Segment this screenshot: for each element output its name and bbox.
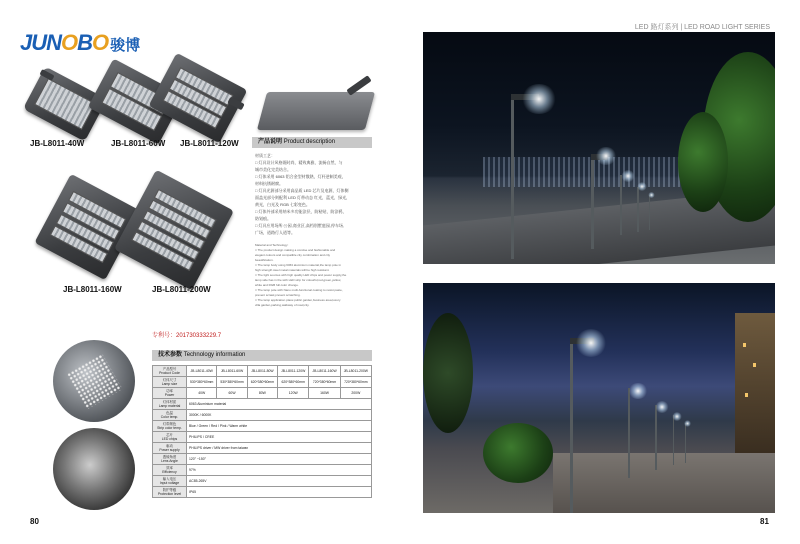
description-en: Material and Technology: □ The product design making a concise and fashionable and elegant colours and compatible city combination and city beautification. □ The lamp body using 6063 aluminium material,the lamp pole in high strength steel metal materials will be high resistant. □ The light sources with high quality LED chips and power supply,the lamp side has in the with LED strip for colourful,red,green,yellow, white and RGB full color change. □ The lamp pole with Nano multi-functional coating to resist paste, prevent scrawl,prevent scratching. □ The lamp application place:public garden,business area,luxury villa garden,parking,walkway of road,city. — [255, 243, 347, 307]
spec-row-header: 芯片 LED chips — [153, 432, 187, 443]
spec-cell: JB-L8011-80W — [247, 366, 277, 377]
spec-cell: JB-L8011-200W — [340, 366, 371, 377]
spec-cell: 120W — [278, 388, 309, 399]
spec-row — [153, 421, 372, 432]
right-page — [400, 0, 800, 544]
spec-row-header: 防护等级 Protection level — [153, 487, 187, 498]
model-label-120w: JB-L8011-120W — [180, 139, 239, 148]
spec-cell: Blue / Green / Red / Pink / Warm white — [187, 421, 372, 432]
spec-row — [153, 399, 372, 410]
spec-row — [153, 487, 372, 498]
spec-row — [153, 465, 372, 476]
spec-row — [153, 432, 372, 443]
spec-cell: PHILIPS driver / MW driver from taiwan — [187, 443, 372, 454]
spec-row-header: 色温 Color temp. — [153, 410, 187, 421]
spec-cell: 720*380*60mm — [340, 377, 371, 388]
spec-cell: 60W — [217, 388, 247, 399]
model-label-160w: JB-L8011-160W — [63, 285, 122, 294]
spec-row-header: 效率 Efficiency — [153, 465, 187, 476]
spec-row — [153, 377, 372, 388]
model-label-40w: JB-L8011-40W — [30, 139, 85, 148]
brand-logo: JUNOBO 骏博 — [20, 30, 141, 55]
spec-cell: 6063 Aluminium material — [187, 399, 372, 410]
spec-row-header: 灯体尺寸 Lamp size — [153, 377, 187, 388]
spec-cell: JB-L8011-40W — [187, 366, 217, 377]
spec-cell: 620*380*60mm — [278, 377, 309, 388]
spec-row — [153, 454, 372, 465]
series-title: LED 路灯系列 | LED ROAD LIGHT SERIES — [634, 24, 770, 31]
spec-row — [153, 388, 372, 399]
spec-row-header: 灯体材质 Lamp material — [153, 399, 187, 410]
spec-cell: 620*380*60mm — [247, 377, 277, 388]
spec-table — [152, 365, 372, 498]
road-photo-night-2 — [423, 283, 775, 513]
spec-row — [153, 410, 372, 421]
spec-row-header: 透镜角度 Lens Angle — [153, 454, 187, 465]
lamp-bracket-thumbnail — [53, 428, 135, 510]
page-number-left: 80 — [30, 517, 39, 526]
model-label-200w: JB-L8011-200W — [152, 285, 211, 294]
spec-cell: PHILIPS / CREE — [187, 432, 372, 443]
spec-cell: 97% — [187, 465, 372, 476]
spec-row-header: 输入电压 Input voltage — [153, 476, 187, 487]
lamp-image-200w — [114, 170, 234, 291]
spec-cell: 720*380*60mm — [309, 377, 340, 388]
tech-info-header: 技术参数 Technology information — [152, 350, 372, 361]
road-photo-night-1 — [423, 32, 775, 264]
spec-cell: JB-L8011-160W — [309, 366, 340, 377]
spec-cell: 530*380*60mm — [217, 377, 247, 388]
spec-row-header: 功率 Power — [153, 388, 187, 399]
spec-cell: 160W — [309, 388, 340, 399]
model-label-60w: JB-L8011-60W — [111, 139, 166, 148]
spec-row — [153, 476, 372, 487]
spec-cell: 530*380*60mm — [187, 377, 217, 388]
spec-row-header: 驱动 Power supply — [153, 443, 187, 454]
patent-number: 专利号：201730333229.7 — [152, 333, 222, 339]
spec-cell: 40W — [187, 388, 217, 399]
spec-cell: IP65 — [187, 487, 372, 498]
spec-cell: JB-L8011-120W — [278, 366, 309, 377]
spec-row — [153, 443, 372, 454]
spec-cell: 200W — [340, 388, 371, 399]
spec-cell: 120° ~150° — [187, 454, 372, 465]
spec-row-header: 产品型号 Product Code — [153, 366, 187, 377]
lamp-side-view — [257, 92, 375, 130]
spec-cell: 3000K / 6000K — [187, 410, 372, 421]
page-number-right: 81 — [760, 517, 769, 526]
product-description-header: 产品说明 Product description — [252, 137, 372, 148]
spec-cell: 80W — [247, 388, 277, 399]
spec-cell: AC85-265V — [187, 476, 372, 487]
description-cn: 材质工艺： □ 灯具设计风格既时尚，精致典雅，流畅自然，与 城市美化完美结合。 □ 灯体采用 6063 铝合金型材散熱，灯杆逆制美观， 材料抗锈耐腐。 □ 灯具光源部分采用高品质 LED 芯片及电源，灯体侧 面盖光部分则配利 LED 灯带动态 红光，蓝光，绿光， 黄光，白光及 RGB 七彩变色。 □ 灯体外部采用纳米多功能涂层，防粘贴，防涂鸦， 防划痕。 □ 灯具应用场所:公园,商业区,高档别墅庭园,停车场, 广场，道路行人道等。 — [255, 153, 351, 235]
spec-row — [153, 366, 372, 377]
spec-row-header: 灯带颜色 Strip color temp. — [153, 421, 187, 432]
lamp-detail-thumbnail — [53, 340, 135, 422]
spec-cell: JB-L8011-60W — [217, 366, 247, 377]
